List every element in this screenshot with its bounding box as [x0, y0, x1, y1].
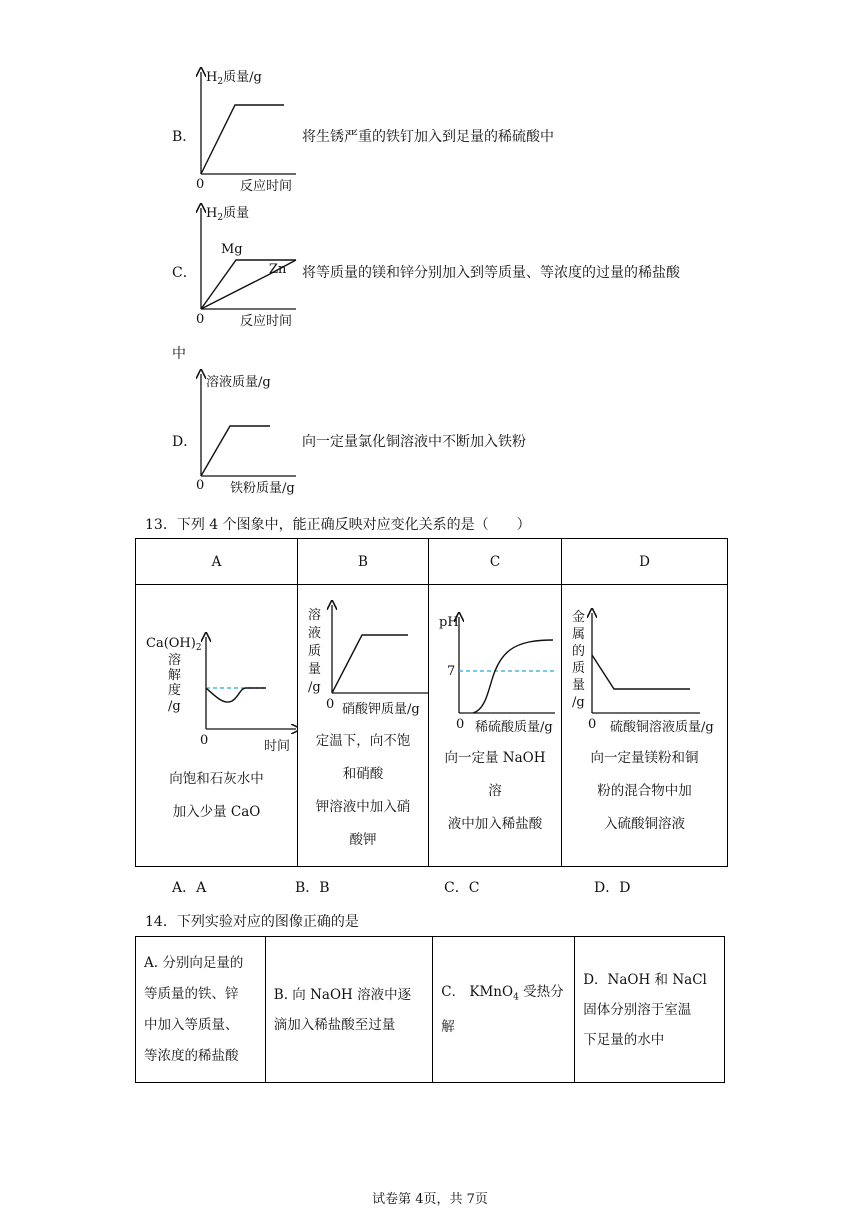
curve: [332, 635, 408, 693]
chart-12b: [192, 66, 307, 196]
q14-cell-c: C． KMnO$_4$ 受热分 解: [433, 937, 575, 1083]
origin-label: 0: [196, 478, 205, 493]
q14-cell-b: B. 向 NaOH 溶液中逐 滴加入稀盐酸至过量: [265, 937, 432, 1083]
answer-a: A．A: [172, 880, 207, 896]
option-text-b: 将生锈严重的铁钉加入到足量的稀硫酸中: [302, 129, 554, 145]
series-label-zn: Zn: [269, 262, 287, 277]
chart-13d: [562, 585, 727, 735]
cell-c: [429, 585, 562, 867]
origin-label: 0: [326, 697, 335, 712]
y-label-6: /g: [572, 695, 585, 710]
y-label-4: 量: [308, 662, 322, 677]
x-label: 反应时间: [240, 314, 293, 329]
curve: [473, 640, 553, 713]
y-label-5: /g: [308, 680, 321, 695]
page-footer: 试卷第 4页，共 7页: [372, 1192, 488, 1207]
q14-table: [135, 936, 725, 1083]
option-letter-d: D．: [172, 434, 198, 450]
y-label-5: /g: [168, 699, 181, 714]
header-b: B: [298, 539, 429, 585]
curve: [206, 688, 266, 702]
answer-c: C．C: [444, 880, 480, 896]
q14-cell-a: A. 分别向足量的 等质量的铁、锌 中加入等质量、 等浓度的稀盐酸: [136, 937, 266, 1083]
y-label: $H_2$质量: [206, 206, 250, 223]
y-label-3: 解: [168, 668, 182, 683]
option-text-c: 将等质量的镁和锌分别加入到等质量、等浓度的过量的稀盐酸: [302, 265, 680, 281]
y-label-2: 属: [572, 627, 586, 642]
curve: [201, 105, 284, 174]
x-label: 稀硫酸质量/g: [475, 720, 553, 735]
option-text-c-cont: 中: [172, 346, 186, 362]
y-label: 溶液质量/g: [206, 375, 271, 390]
desc-b: 定温下，向不饱 和硝酸 钾溶液中加入硝 酸钾: [315, 733, 411, 848]
y-label: $H_2$质量/g: [206, 70, 262, 87]
y-label-3: 的: [572, 644, 586, 659]
header-d: D: [562, 539, 728, 585]
y-label-2: 溶: [168, 653, 182, 668]
desc-d: 向一定量镁粉和铜 粉的混合物中加 入硫酸铜溶液: [590, 750, 699, 832]
y-label: pH: [439, 615, 459, 630]
x-label: 时间: [264, 739, 291, 754]
chart-13a: [136, 589, 297, 739]
x-label: 硝酸钾质量/g: [342, 702, 420, 717]
chart-13c: [429, 585, 561, 735]
y-label-1: $Ca(OH)_2$: [146, 636, 202, 653]
desc-c: 向一定量 NaOH 溶 液中加入稀盐酸: [444, 750, 546, 832]
chart-12c: [192, 202, 307, 332]
question-14: 14．下列实验对应的图像正确的是: [145, 914, 359, 930]
chart-12d: [192, 368, 307, 498]
cell-b: [298, 585, 429, 867]
chart-13b: [298, 585, 428, 725]
y-label-3: 质: [308, 644, 322, 659]
answer-d: D．D: [594, 880, 631, 896]
header-a: A: [136, 539, 298, 585]
y-label-4: 度: [168, 683, 182, 698]
y-label-5: 量: [572, 678, 586, 693]
option-text-d: 向一定量氯化铜溶液中不断加入铁粉: [302, 434, 526, 450]
q13-table: [135, 538, 728, 867]
tick-7: 7: [447, 664, 456, 679]
y-label-1: 溶: [308, 608, 322, 623]
desc-a: 向饱和石灰水中 加入少量 CaO: [169, 771, 264, 820]
origin-label: 0: [196, 177, 205, 192]
x-label: 硫酸铜溶液质量/g: [610, 720, 714, 735]
option-letter-c: C．: [172, 265, 197, 281]
x-label: 反应时间: [240, 179, 293, 194]
q14-cell-d: D．NaOH 和 NaCl 固体分别溶于室温 下足量的水中: [575, 937, 725, 1083]
origin-label: 0: [196, 312, 205, 327]
option-letter-b: B．: [172, 129, 197, 145]
cell-d: [562, 585, 728, 867]
x-label: 铁粉质量/g: [230, 481, 295, 496]
y-label-2: 液: [308, 626, 322, 641]
origin-label: 0: [456, 717, 465, 732]
series-label-mg: Mg: [221, 242, 243, 257]
y-label-1: 金: [572, 610, 586, 625]
origin-label: 0: [588, 717, 597, 732]
question-13: 13．下列 4 个图象中，能正确反映对应变化关系的是（ ）: [145, 517, 531, 533]
answer-b: B．B: [295, 880, 330, 896]
cell-a: [136, 585, 298, 867]
y-label-4: 质: [572, 661, 586, 676]
origin-label: 0: [200, 733, 209, 748]
curve: [592, 655, 690, 689]
header-c: C: [429, 539, 562, 585]
curve: [201, 426, 270, 476]
